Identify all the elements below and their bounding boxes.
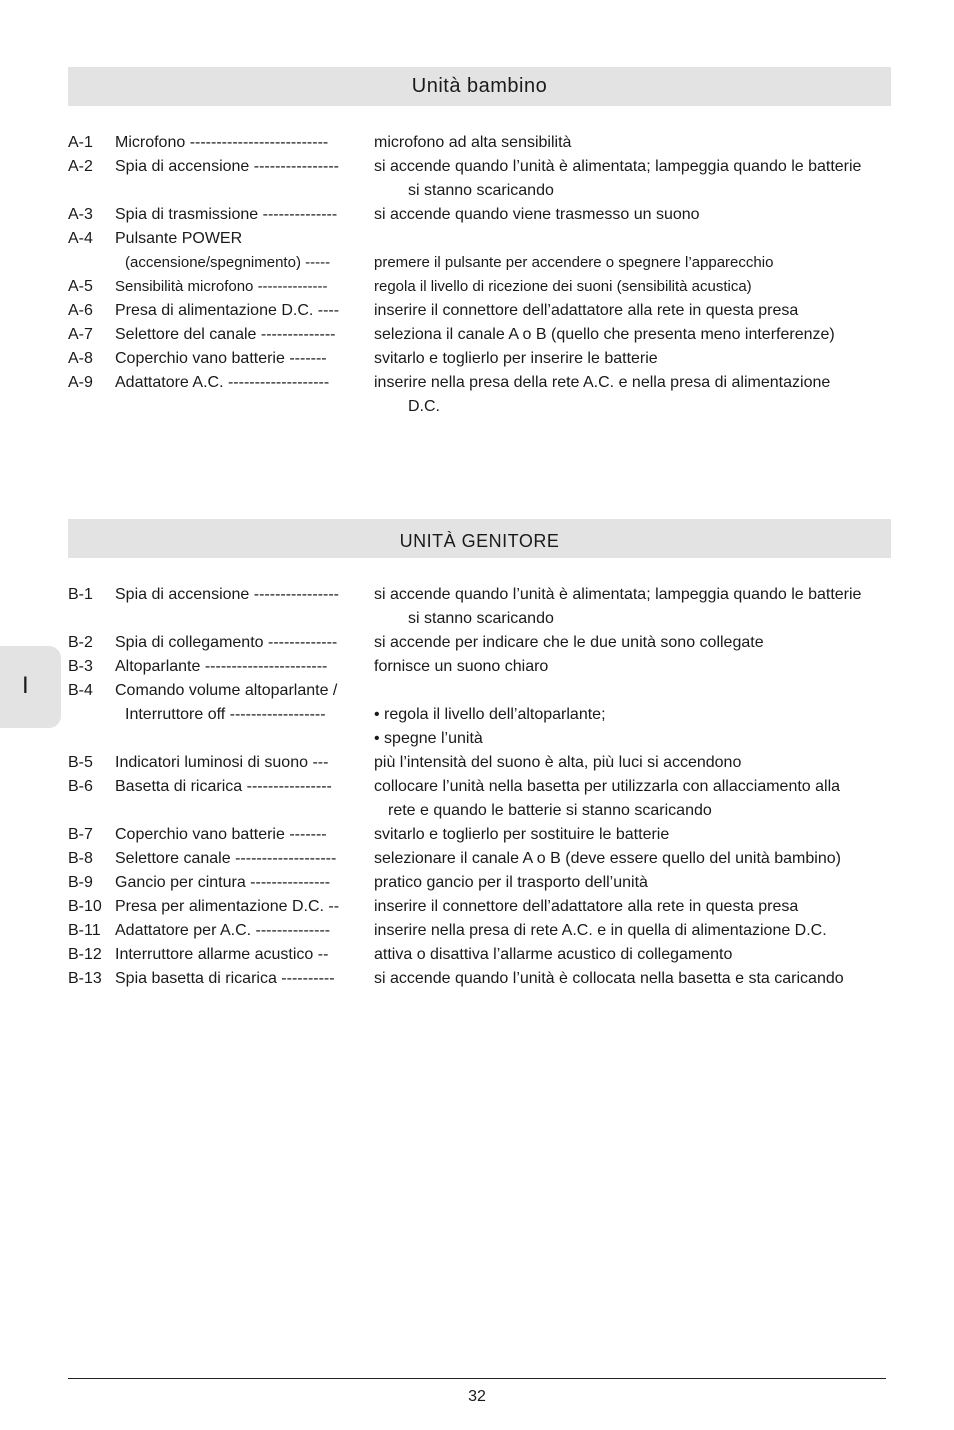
item-code: B-13	[68, 970, 102, 987]
item-description: microfono ad alta sensibilità	[374, 134, 572, 151]
language-tab	[0, 646, 61, 728]
item-description: premere il pulsante per accendere o spegnere l’apparecchio	[374, 254, 774, 271]
item-description: si accende per indicare che le due unità sono collegate	[374, 634, 764, 651]
item-name: Sensibilità microfono --------------	[115, 278, 328, 295]
list-item	[68, 348, 898, 372]
list-item	[68, 896, 898, 920]
item-name: Spia di accensione ----------------	[115, 158, 340, 175]
item-code: B-6	[68, 778, 93, 795]
item-name: Interruttore off ------------------	[125, 706, 326, 723]
item-name: Spia di trasmissione --------------	[115, 206, 338, 223]
item-name: Presa per alimentazione D.C. --	[115, 898, 340, 915]
list-item	[68, 824, 898, 848]
item-description: inserire il connettore dell’adattatore alla rete in questa presa	[374, 898, 799, 915]
item-name: Gancio per cintura ---------------	[115, 874, 331, 891]
item-description: attiva o disattiva l’allarme acustico di collegamento	[374, 946, 733, 963]
item-description: pratico gancio per il trasporto dell’unità	[374, 874, 648, 891]
item-code: A-1	[68, 134, 93, 151]
item-name: Indicatori luminosi di suono ---	[115, 754, 329, 771]
page-number: 32	[468, 1388, 486, 1405]
list-item	[68, 132, 898, 156]
list-item	[68, 704, 898, 728]
item-name: Spia basetta di ricarica ----------	[115, 970, 335, 987]
item-name: Selettore del canale --------------	[115, 326, 336, 343]
list-item	[68, 800, 898, 824]
list-item	[68, 656, 898, 680]
item-name: Presa di alimentazione D.C. ----	[115, 302, 340, 319]
item-description: • regola il livello dell’altoparlante;	[374, 706, 606, 723]
item-description: si accende quando l’unità è alimentata; lampeggia quando le batterie	[374, 586, 862, 603]
list-item	[68, 752, 898, 776]
item-description: selezionare il canale A o B (deve essere quello del unità bambino)	[374, 850, 841, 867]
item-code: B-4	[68, 682, 93, 699]
item-code: B-1	[68, 586, 93, 603]
item-description: collocare l’unità nella basetta per utilizzarla con allacciamento alla	[374, 778, 841, 795]
list-item	[68, 680, 898, 704]
list-item	[68, 848, 898, 872]
item-description: inserire nella presa della rete A.C. e nella presa di alimentazione	[374, 374, 831, 391]
item-name: Altoparlante -----------------------	[115, 658, 328, 675]
item-name: Pulsante POWER	[115, 230, 243, 247]
item-description: si stanno scaricando	[408, 610, 554, 627]
unita-genitore-list	[68, 584, 898, 992]
item-name: Spia di collegamento -------------	[115, 634, 338, 651]
item-code: B-2	[68, 634, 93, 651]
item-code: B-12	[68, 946, 102, 963]
list-item	[68, 944, 898, 968]
list-item	[68, 276, 898, 300]
item-name: Adattatore per A.C. --------------	[115, 922, 331, 939]
item-name: Coperchio vano batterie -------	[115, 350, 327, 367]
list-item	[68, 372, 898, 396]
item-code: A-7	[68, 326, 93, 343]
list-item	[68, 608, 898, 632]
item-description: • spegne l’unità	[374, 730, 483, 747]
list-item	[68, 252, 898, 276]
list-item	[68, 324, 898, 348]
section-title: UNITÀ GENITORE	[399, 531, 560, 551]
list-item	[68, 228, 898, 252]
list-item	[68, 396, 898, 420]
section-title: Unità bambino	[411, 75, 548, 97]
item-code: A-3	[68, 206, 93, 223]
unita-bambino-list	[68, 132, 898, 420]
list-item	[68, 180, 898, 204]
item-description: svitarlo e toglierlo per inserire le batterie	[374, 350, 658, 367]
item-name: Comando volume altoparlante /	[115, 682, 338, 699]
item-name: Basetta di ricarica ----------------	[115, 778, 332, 795]
section-header-unita-genitore	[68, 519, 891, 558]
item-description: seleziona il canale A o B (quello che presenta meno interferenze)	[374, 326, 835, 343]
item-description: inserire nella presa di rete A.C. e in quella di alimentazione D.C.	[374, 922, 827, 939]
item-description: più l’intensità del suono è alta, più luci si accendono	[374, 754, 742, 771]
item-name: Adattatore A.C. -------------------	[115, 374, 330, 391]
item-code: A-8	[68, 350, 93, 367]
list-item	[68, 872, 898, 896]
item-name: Selettore canale -------------------	[115, 850, 337, 867]
footer-divider	[68, 1378, 886, 1379]
item-code: A-4	[68, 230, 93, 247]
list-item	[68, 204, 898, 228]
list-item	[68, 728, 898, 752]
item-description: svitarlo e toglierlo per sostituire le batterie	[374, 826, 670, 843]
list-item	[68, 156, 898, 180]
list-item	[68, 300, 898, 324]
item-description: rete e quando le batterie si stanno scaricando	[388, 802, 712, 819]
item-code: A-2	[68, 158, 93, 175]
list-item	[68, 584, 898, 608]
item-code: B-11	[68, 922, 101, 939]
section-header-unita-bambino	[68, 67, 891, 106]
item-code: A-9	[68, 374, 93, 391]
item-code: B-3	[68, 658, 93, 675]
language-tab-label: I	[22, 672, 29, 699]
item-description: si accende quando l’unità è alimentata; lampeggia quando le batterie	[374, 158, 862, 175]
item-description: si stanno scaricando	[408, 182, 554, 199]
item-name: Interruttore allarme acustico --	[115, 946, 329, 963]
item-name: Spia di accensione ----------------	[115, 586, 340, 603]
item-name: Microfono --------------------------	[115, 134, 329, 151]
list-item	[68, 776, 898, 800]
item-code: B-10	[68, 898, 102, 915]
item-code: B-8	[68, 850, 93, 867]
item-name: (accensione/spegnimento) -----	[125, 254, 331, 271]
item-description: si accende quando l’unità è collocata nella basetta e sta caricando	[374, 970, 844, 987]
list-item	[68, 632, 898, 656]
list-item	[68, 968, 898, 992]
item-code: B-9	[68, 874, 93, 891]
item-code: A-6	[68, 302, 93, 319]
item-description: D.C.	[408, 398, 440, 415]
item-code: B-5	[68, 754, 93, 771]
list-item	[68, 920, 898, 944]
item-description: regola il livello di ricezione dei suoni (sensibilità acustica)	[374, 278, 752, 295]
item-name: Coperchio vano batterie -------	[115, 826, 327, 843]
item-code: A-5	[68, 278, 93, 295]
item-code: B-7	[68, 826, 93, 843]
item-description: si accende quando viene trasmesso un suono	[374, 206, 700, 223]
item-description: fornisce un suono chiaro	[374, 658, 549, 675]
item-description: inserire il connettore dell’adattatore alla rete in questa presa	[374, 302, 799, 319]
